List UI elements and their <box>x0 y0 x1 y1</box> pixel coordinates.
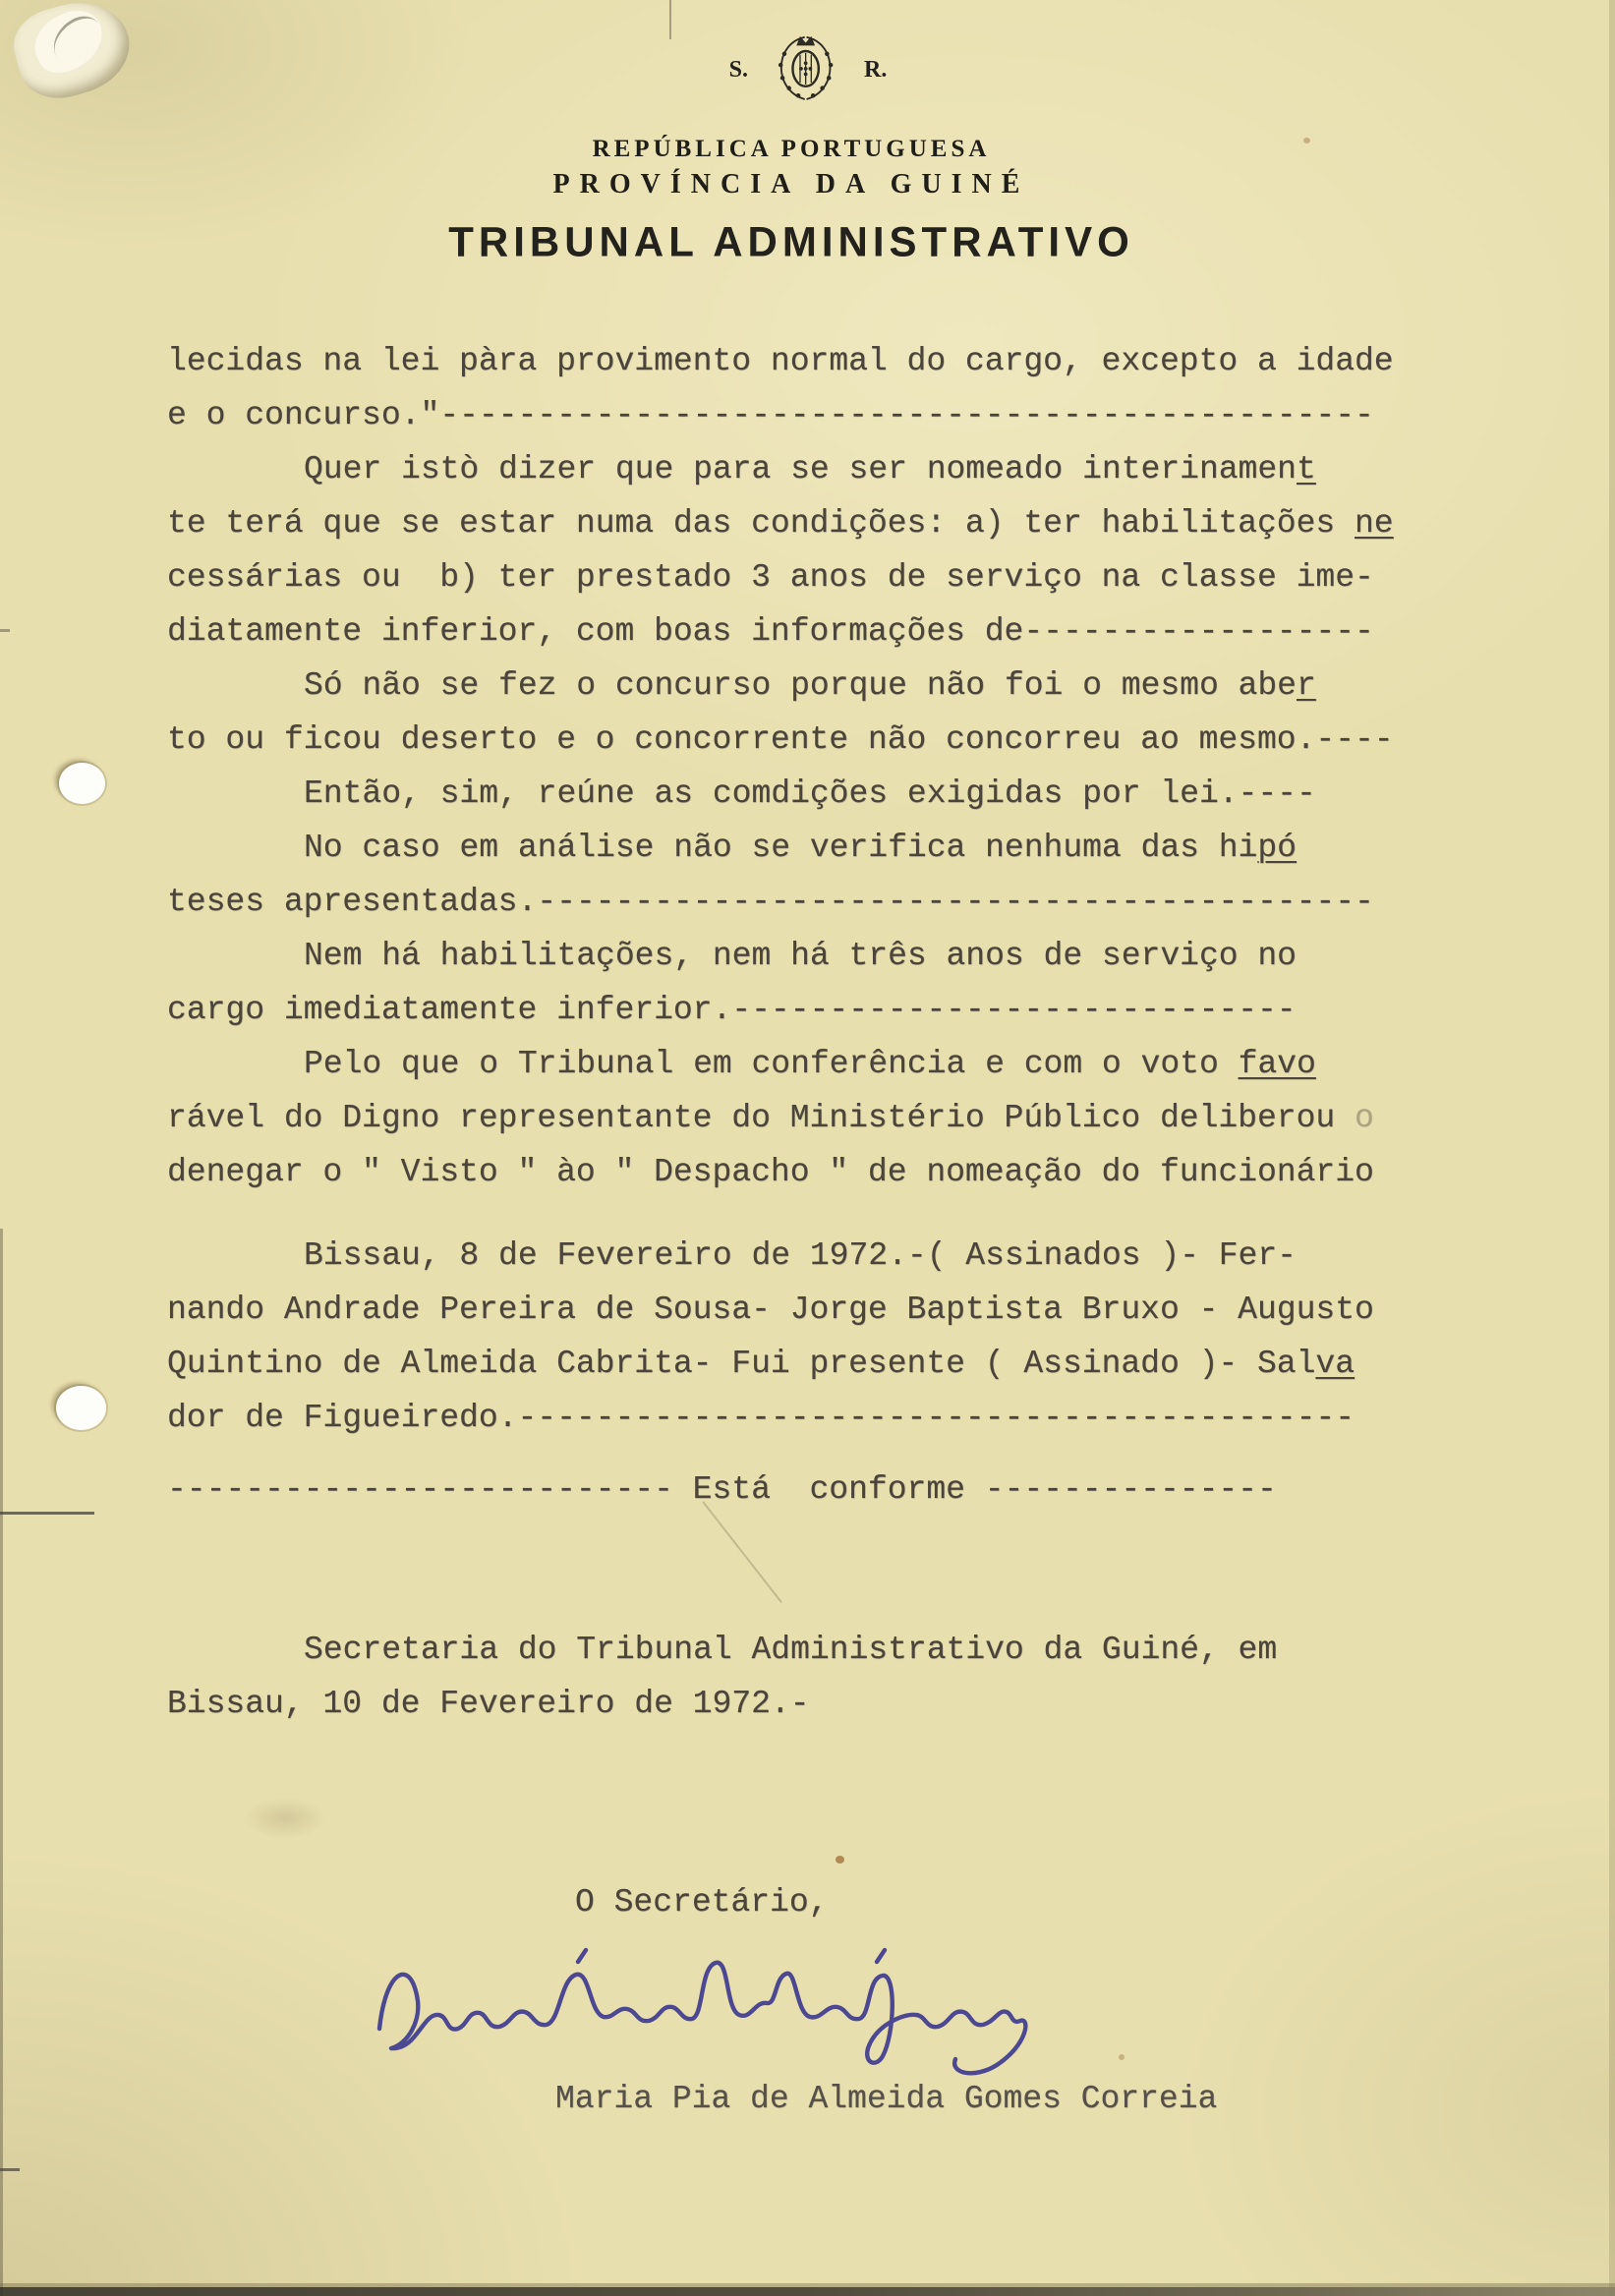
bottom-scan-edge <box>0 2287 1615 2296</box>
typewritten-line: lecidas na lei pàra provimento normal do cargo, excepto a idade <box>167 343 1394 379</box>
margin-fold-tick <box>0 2168 20 2171</box>
letterhead-province: PROVÍNCIA DA GUINÉ <box>552 169 1030 200</box>
typewritten-line: cessárias ou b) ter prestado 3 anos de serviço na classe ime- <box>167 559 1374 596</box>
typewritten-line: Bissau, 10 de Fevereiro de 1972.- <box>167 1686 810 1722</box>
classification-letter-s: S. <box>728 57 749 83</box>
typed-secretary-name: Maria Pia de Almeida Gomes Correia <box>555 2081 1218 2117</box>
typewritten-line: te terá que se estar numa das condições: a) ter habilitações ne <box>167 505 1394 542</box>
secretary-role-label: O Secretário, <box>575 1884 829 1921</box>
letterhead-crest-row <box>729 29 888 111</box>
top-fold-mark <box>669 0 671 39</box>
left-scan-edge <box>0 1229 3 2296</box>
typewritten-line: diatamente inferior, com boas informações de------------------ <box>167 613 1374 650</box>
typewritten-line: nando Andrade Pereira de Sousa- Jorge Baptista Bruxo - Augusto <box>167 1292 1374 1328</box>
typewritten-line: teses apresentadas.------------------------------------------- <box>167 884 1374 920</box>
ink-stain <box>1119 2054 1125 2060</box>
typewritten-line: cargo imediatamente inferior.----------------------------- <box>167 992 1297 1028</box>
typewritten-line: Nem há habilitações, nem há três anos de serviço no <box>304 938 1297 974</box>
typewritten-line: Então, sim, reúne as comdições exigidas por lei.---- <box>304 775 1316 812</box>
typewritten-line: e o concurso."------------------------------------------------ <box>167 397 1374 433</box>
typewritten-line: -------------------------- Está conforme --------------- <box>167 1471 1277 1508</box>
typewritten-line: Quintino de Almeida Cabrita- Fui presente ( Assinado )- Salva <box>167 1346 1355 1382</box>
letterhead-tribunal-title: TRIBUNAL ADMINISTRATIVO <box>448 217 1134 265</box>
typewritten-line: dor de Figueiredo.------------------------------------------- <box>167 1400 1355 1436</box>
handwritten-signature <box>366 1919 1034 2091</box>
typewritten-line: Quer istò dizer que para se ser nomeado interinament <box>304 451 1316 488</box>
typewritten-line: No caso em análise não se verifica nenhuma das hipó <box>304 830 1297 866</box>
typewritten-line: Bissau, 8 de Fevereiro de 1972.-( Assinados )- Fer- <box>304 1237 1297 1274</box>
typewriter-body <box>167 334 1394 1731</box>
typewritten-line: denegar o " Visto " ào " Despacho " de nomeação do funcionário <box>167 1154 1374 1190</box>
classification-letter-r: R. <box>864 57 888 83</box>
typewritten-line: rável do Digno representante do Ministério Público deliberou o <box>167 1100 1374 1136</box>
typewritten-line: Só não se fez o concurso porque não foi o mesmo aber <box>304 667 1316 704</box>
typewritten-line: to ou ficou deserto e o concorrente não concorreu ao mesmo.---- <box>167 721 1394 758</box>
punch-hole-shadow <box>56 1386 106 1430</box>
typewritten-line: Secretaria do Tribunal Administrativo da Guiné, em <box>304 1632 1278 1668</box>
typewritten-line: Pelo que o Tribunal em conferência e com o voto favo <box>304 1046 1316 1082</box>
right-scan-edge <box>1609 0 1615 2296</box>
portuguese-coat-of-arms-icon <box>774 29 838 111</box>
punch-hole-shadow <box>59 763 105 804</box>
paper-smudge <box>226 1789 344 1848</box>
ink-stain <box>836 1856 844 1864</box>
letterhead-republic: REPÚBLICA PORTUGUESA <box>592 136 991 162</box>
ink-stain <box>1303 138 1310 144</box>
margin-fold-tick <box>0 629 10 632</box>
margin-fold-tick <box>0 1512 94 1515</box>
